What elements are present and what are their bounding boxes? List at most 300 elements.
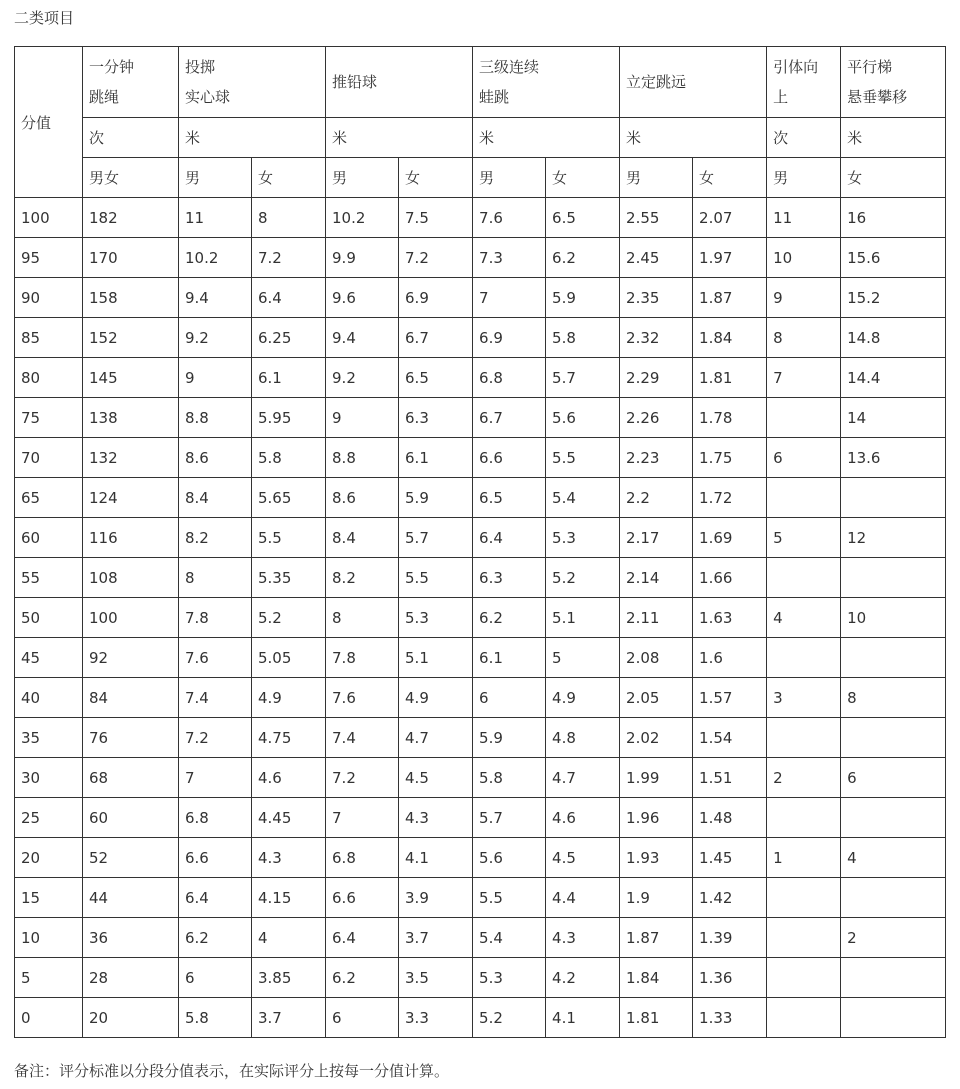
table-cell: 44 <box>83 878 179 918</box>
table-cell: 1.45 <box>693 838 767 878</box>
table-cell: 1.36 <box>693 958 767 998</box>
event-header-line: 立定跳远 <box>626 73 687 91</box>
table-row <box>15 918 946 958</box>
gender-cell: 女 <box>252 158 326 198</box>
table-cell: 4.1 <box>399 838 473 878</box>
gender-cell: 女 <box>546 158 620 198</box>
table-cell: 6.2 <box>546 238 620 278</box>
table-cell: 9 <box>179 358 252 398</box>
table-cell: 1.63 <box>693 598 767 638</box>
score-cell: 30 <box>15 758 83 798</box>
table-row <box>15 438 946 478</box>
table-cell: 6.5 <box>399 358 473 398</box>
score-cell: 60 <box>15 518 83 558</box>
table-cell: 5.35 <box>252 558 326 598</box>
table-cell: 8.4 <box>326 518 399 558</box>
table-cell: 3 <box>767 678 841 718</box>
table-cell <box>767 478 841 518</box>
unit-cell: 米 <box>620 118 767 158</box>
table-cell: 7.2 <box>326 758 399 798</box>
event-header-standing-long-jump <box>620 47 767 118</box>
table-row <box>15 878 946 918</box>
table-cell: 1.39 <box>693 918 767 958</box>
table-cell: 1.78 <box>693 398 767 438</box>
table-cell: 8.6 <box>179 438 252 478</box>
table-cell: 36 <box>83 918 179 958</box>
table-cell: 14.4 <box>841 358 946 398</box>
table-cell: 5.2 <box>473 998 546 1038</box>
table-cell: 1.96 <box>620 798 693 838</box>
table-cell: 9.4 <box>179 278 252 318</box>
table-cell <box>841 998 946 1038</box>
table-cell: 6.8 <box>326 838 399 878</box>
table-cell: 4 <box>767 598 841 638</box>
table-cell: 5 <box>546 638 620 678</box>
table-cell: 3.9 <box>399 878 473 918</box>
table-cell: 8.4 <box>179 478 252 518</box>
table-cell: 11 <box>767 198 841 238</box>
table-cell: 10 <box>767 238 841 278</box>
table-cell: 1.97 <box>693 238 767 278</box>
unit-cell: 米 <box>326 118 473 158</box>
table-cell: 2.23 <box>620 438 693 478</box>
event-header-rope-skipping <box>83 47 179 118</box>
table-cell: 5.3 <box>473 958 546 998</box>
table-row <box>15 398 946 438</box>
event-header-line: 上 <box>773 88 789 106</box>
event-header-line: 一分钟 <box>89 58 135 76</box>
table-cell: 5.7 <box>399 518 473 558</box>
table-cell: 2.2 <box>620 478 693 518</box>
table-cell: 8 <box>326 598 399 638</box>
table-cell: 5.5 <box>252 518 326 558</box>
table-cell: 7.3 <box>473 238 546 278</box>
table-cell: 2 <box>767 758 841 798</box>
table-cell: 8.2 <box>179 518 252 558</box>
table-cell: 2.02 <box>620 718 693 758</box>
table-row <box>15 238 946 278</box>
table-cell: 4 <box>252 918 326 958</box>
table-cell: 2.11 <box>620 598 693 638</box>
table-cell: 15.2 <box>841 278 946 318</box>
table-cell: 1.99 <box>620 758 693 798</box>
table-cell: 52 <box>83 838 179 878</box>
table-cell: 15.6 <box>841 238 946 278</box>
table-cell: 1.54 <box>693 718 767 758</box>
page-title: 二类项目 <box>14 9 75 27</box>
table-cell: 145 <box>83 358 179 398</box>
table-cell: 170 <box>83 238 179 278</box>
gender-cell: 男 <box>767 158 841 198</box>
table-cell: 8 <box>252 198 326 238</box>
table-cell: 5.5 <box>399 558 473 598</box>
table-cell: 8.2 <box>326 558 399 598</box>
table-cell <box>841 638 946 678</box>
table-cell: 6.8 <box>473 358 546 398</box>
table-cell: 6.2 <box>179 918 252 958</box>
table-cell: 7 <box>326 798 399 838</box>
table-cell: 6.7 <box>399 318 473 358</box>
table-row <box>15 518 946 558</box>
header-row-units <box>15 118 946 158</box>
table-cell: 1.42 <box>693 878 767 918</box>
table-cell: 6.2 <box>473 598 546 638</box>
table-cell <box>767 558 841 598</box>
table-cell: 6.5 <box>546 198 620 238</box>
gender-cell: 男 <box>620 158 693 198</box>
table-cell: 100 <box>83 598 179 638</box>
table-cell: 3.85 <box>252 958 326 998</box>
table-cell: 6 <box>841 758 946 798</box>
unit-cell: 次 <box>83 118 179 158</box>
table-cell <box>767 718 841 758</box>
table-cell: 5.2 <box>546 558 620 598</box>
table-row <box>15 798 946 838</box>
table-cell: 4.3 <box>399 798 473 838</box>
table-cell: 2 <box>841 918 946 958</box>
table-cell: 2.05 <box>620 678 693 718</box>
table-cell: 68 <box>83 758 179 798</box>
table-cell: 2.26 <box>620 398 693 438</box>
score-cell: 15 <box>15 878 83 918</box>
table-cell: 4.6 <box>546 798 620 838</box>
score-cell: 10 <box>15 918 83 958</box>
table-cell: 9.9 <box>326 238 399 278</box>
table-cell: 2.55 <box>620 198 693 238</box>
event-header-line: 投掷 <box>185 58 216 76</box>
event-header-line: 引体向 <box>773 58 819 76</box>
table-cell: 1.6 <box>693 638 767 678</box>
table-cell: 7.2 <box>399 238 473 278</box>
table-cell: 6 <box>473 678 546 718</box>
score-header: 分值 <box>15 47 83 198</box>
score-cell: 55 <box>15 558 83 598</box>
table-cell: 6.1 <box>252 358 326 398</box>
table-cell <box>767 638 841 678</box>
score-cell: 50 <box>15 598 83 638</box>
score-cell: 35 <box>15 718 83 758</box>
score-table <box>14 46 946 1038</box>
table-cell: 7 <box>767 358 841 398</box>
score-cell: 65 <box>15 478 83 518</box>
unit-cell: 米 <box>179 118 326 158</box>
score-cell: 70 <box>15 438 83 478</box>
table-cell: 60 <box>83 798 179 838</box>
table-cell: 6.3 <box>473 558 546 598</box>
table-cell: 76 <box>83 718 179 758</box>
table-cell: 7.8 <box>326 638 399 678</box>
score-cell: 0 <box>15 998 83 1038</box>
table-cell: 108 <box>83 558 179 598</box>
table-cell: 5.5 <box>546 438 620 478</box>
table-cell <box>841 878 946 918</box>
unit-cell: 次 <box>767 118 841 158</box>
footnote: 备注：评分标准以分段分值表示，在实际评分上按每一分值计算。 <box>14 1062 450 1080</box>
table-cell: 4.15 <box>252 878 326 918</box>
table-cell: 8 <box>841 678 946 718</box>
table-cell: 4.4 <box>546 878 620 918</box>
table-cell: 6.1 <box>473 638 546 678</box>
table-cell: 5.8 <box>252 438 326 478</box>
table-cell: 5.7 <box>546 358 620 398</box>
table-cell <box>841 798 946 838</box>
table-cell: 6 <box>767 438 841 478</box>
table-cell: 6.8 <box>179 798 252 838</box>
event-header-line: 蛙跳 <box>479 88 510 106</box>
table-cell: 4.9 <box>399 678 473 718</box>
unit-cell: 米 <box>841 118 946 158</box>
table-cell: 4.9 <box>252 678 326 718</box>
table-cell: 4.7 <box>399 718 473 758</box>
table-row <box>15 998 946 1038</box>
table-cell <box>841 478 946 518</box>
table-cell: 1.66 <box>693 558 767 598</box>
table-row <box>15 478 946 518</box>
score-cell: 75 <box>15 398 83 438</box>
table-cell: 92 <box>83 638 179 678</box>
table-cell: 3.7 <box>252 998 326 1038</box>
table-row <box>15 638 946 678</box>
table-row <box>15 598 946 638</box>
table-cell: 9 <box>767 278 841 318</box>
table-cell: 5.8 <box>546 318 620 358</box>
table-cell: 138 <box>83 398 179 438</box>
score-cell: 5 <box>15 958 83 998</box>
table-cell: 7.6 <box>179 638 252 678</box>
table-cell: 5.1 <box>399 638 473 678</box>
table-cell: 1.87 <box>693 278 767 318</box>
table-cell: 4.9 <box>546 678 620 718</box>
table-cell: 5.65 <box>252 478 326 518</box>
table-cell: 1.93 <box>620 838 693 878</box>
gender-cell: 男女 <box>83 158 179 198</box>
table-cell: 2.35 <box>620 278 693 318</box>
table-cell: 5.4 <box>473 918 546 958</box>
table-cell: 9.2 <box>326 358 399 398</box>
table-cell: 124 <box>83 478 179 518</box>
header-row-events <box>15 47 946 118</box>
gender-cell: 女 <box>693 158 767 198</box>
table-cell: 7.4 <box>326 718 399 758</box>
table-cell: 2.07 <box>693 198 767 238</box>
table-cell: 5.3 <box>399 598 473 638</box>
table-cell <box>767 998 841 1038</box>
table-cell: 1.87 <box>620 918 693 958</box>
table-cell: 9.4 <box>326 318 399 358</box>
table-cell: 5.7 <box>473 798 546 838</box>
table-cell: 5.8 <box>179 998 252 1038</box>
table-cell: 20 <box>83 998 179 1038</box>
table-cell: 2.17 <box>620 518 693 558</box>
table-cell <box>767 398 841 438</box>
score-cell: 25 <box>15 798 83 838</box>
table-cell: 9.6 <box>326 278 399 318</box>
table-cell: 4 <box>841 838 946 878</box>
table-cell: 10.2 <box>179 238 252 278</box>
table-cell: 5.1 <box>546 598 620 638</box>
table-cell: 1.69 <box>693 518 767 558</box>
table-row <box>15 278 946 318</box>
table-cell: 1.48 <box>693 798 767 838</box>
table-row <box>15 958 946 998</box>
score-cell: 85 <box>15 318 83 358</box>
table-cell: 182 <box>83 198 179 238</box>
table-cell: 152 <box>83 318 179 358</box>
table-cell: 7.2 <box>252 238 326 278</box>
table-cell: 6.4 <box>473 518 546 558</box>
table-cell: 16 <box>841 198 946 238</box>
score-cell: 45 <box>15 638 83 678</box>
table-cell: 6.3 <box>399 398 473 438</box>
table-cell: 7.4 <box>179 678 252 718</box>
event-header-line: 三级连续 <box>479 58 540 76</box>
table-row <box>15 718 946 758</box>
table-cell: 3.5 <box>399 958 473 998</box>
table-cell: 1.51 <box>693 758 767 798</box>
table-cell: 4.45 <box>252 798 326 838</box>
gender-cell: 女 <box>841 158 946 198</box>
table-cell: 4.1 <box>546 998 620 1038</box>
table-cell: 84 <box>83 678 179 718</box>
header-row-genders <box>15 158 946 198</box>
table-cell: 1.33 <box>693 998 767 1038</box>
table-cell: 12 <box>841 518 946 558</box>
table-cell: 11 <box>179 198 252 238</box>
table-cell: 28 <box>83 958 179 998</box>
table-cell: 1 <box>767 838 841 878</box>
table-cell: 13.6 <box>841 438 946 478</box>
table-cell: 2.08 <box>620 638 693 678</box>
table-row <box>15 758 946 798</box>
table-row <box>15 358 946 398</box>
event-header-line: 平行梯 <box>847 58 893 76</box>
event-header-shot-put <box>326 47 473 118</box>
score-cell: 95 <box>15 238 83 278</box>
table-cell <box>767 798 841 838</box>
table-cell: 2.45 <box>620 238 693 278</box>
event-header-line: 推铅球 <box>332 73 378 91</box>
table-cell: 4.7 <box>546 758 620 798</box>
table-cell: 5.6 <box>473 838 546 878</box>
table-cell: 5.9 <box>399 478 473 518</box>
table-cell <box>841 958 946 998</box>
table-cell: 8 <box>179 558 252 598</box>
event-header-pull-up <box>767 47 841 118</box>
table-cell: 8.8 <box>326 438 399 478</box>
table-cell: 7.6 <box>473 198 546 238</box>
table-cell: 6.25 <box>252 318 326 358</box>
table-cell: 14 <box>841 398 946 438</box>
table-cell: 6.9 <box>473 318 546 358</box>
table-cell: 4.6 <box>252 758 326 798</box>
table-cell: 10 <box>841 598 946 638</box>
table-cell: 158 <box>83 278 179 318</box>
score-cell: 100 <box>15 198 83 238</box>
table-cell: 6 <box>326 998 399 1038</box>
table-cell: 7.5 <box>399 198 473 238</box>
event-header-line: 实心球 <box>185 88 231 106</box>
score-cell: 90 <box>15 278 83 318</box>
event-header-parallel-ladder <box>841 47 946 118</box>
table-cell: 3.3 <box>399 998 473 1038</box>
table-cell: 14.8 <box>841 318 946 358</box>
gender-cell: 男 <box>179 158 252 198</box>
table-cell: 9.2 <box>179 318 252 358</box>
table-cell: 7.2 <box>179 718 252 758</box>
table-cell: 7.8 <box>179 598 252 638</box>
table-cell: 9 <box>326 398 399 438</box>
table-cell: 6.6 <box>179 838 252 878</box>
table-cell: 6.9 <box>399 278 473 318</box>
table-cell: 4.3 <box>252 838 326 878</box>
table-cell: 4.2 <box>546 958 620 998</box>
table-cell: 6.7 <box>473 398 546 438</box>
table-cell: 5 <box>767 518 841 558</box>
table-cell: 6.5 <box>473 478 546 518</box>
table-cell: 6.2 <box>326 958 399 998</box>
event-header-line: 悬垂攀移 <box>847 88 908 106</box>
table-cell: 6.6 <box>473 438 546 478</box>
table-cell: 1.57 <box>693 678 767 718</box>
table-row <box>15 558 946 598</box>
table-cell: 4.5 <box>399 758 473 798</box>
table-cell: 5.3 <box>546 518 620 558</box>
table-cell: 1.84 <box>620 958 693 998</box>
gender-cell: 女 <box>399 158 473 198</box>
score-cell: 40 <box>15 678 83 718</box>
table-cell: 8 <box>767 318 841 358</box>
gender-cell: 男 <box>326 158 399 198</box>
table-cell: 1.84 <box>693 318 767 358</box>
unit-cell: 米 <box>473 118 620 158</box>
table-cell: 132 <box>83 438 179 478</box>
table-cell: 2.32 <box>620 318 693 358</box>
table-cell: 5.2 <box>252 598 326 638</box>
table-cell: 5.8 <box>473 758 546 798</box>
score-cell: 80 <box>15 358 83 398</box>
gender-cell: 男 <box>473 158 546 198</box>
table-cell: 7.6 <box>326 678 399 718</box>
table-row <box>15 838 946 878</box>
table-cell: 2.29 <box>620 358 693 398</box>
table-cell: 6.4 <box>252 278 326 318</box>
table-cell: 116 <box>83 518 179 558</box>
table-cell <box>767 958 841 998</box>
table-cell <box>841 718 946 758</box>
table-row <box>15 198 946 238</box>
table-cell: 7 <box>179 758 252 798</box>
table-cell: 4.5 <box>546 838 620 878</box>
table-cell: 5.6 <box>546 398 620 438</box>
table-cell <box>841 558 946 598</box>
table-cell: 7 <box>473 278 546 318</box>
table-cell: 1.75 <box>693 438 767 478</box>
score-cell: 20 <box>15 838 83 878</box>
table-cell: 6.4 <box>326 918 399 958</box>
table-cell: 5.4 <box>546 478 620 518</box>
table-cell: 6 <box>179 958 252 998</box>
table-cell: 2.14 <box>620 558 693 598</box>
table-row <box>15 678 946 718</box>
event-header-medicine-ball <box>179 47 326 118</box>
table-cell: 5.95 <box>252 398 326 438</box>
table-row <box>15 318 946 358</box>
table-cell: 1.9 <box>620 878 693 918</box>
table-cell: 6.1 <box>399 438 473 478</box>
table-cell: 4.8 <box>546 718 620 758</box>
table-cell: 1.81 <box>620 998 693 1038</box>
table-cell: 4.3 <box>546 918 620 958</box>
